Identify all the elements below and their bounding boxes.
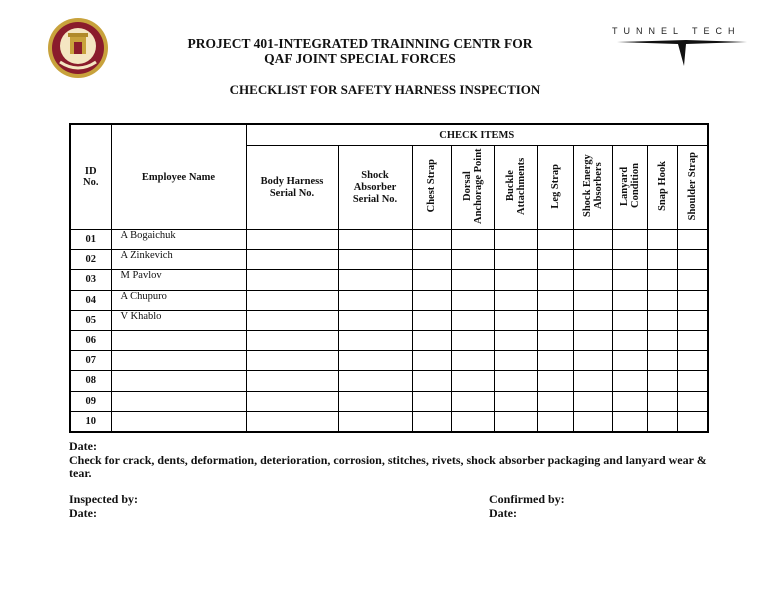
- row-employee-name: A Bogaichuk: [111, 230, 246, 250]
- check-cell[interactable]: [677, 351, 708, 371]
- inspection-table: [69, 123, 709, 433]
- qaf-emblem-logo: [46, 16, 110, 80]
- check-cell[interactable]: [494, 250, 537, 270]
- table-row: [70, 330, 708, 350]
- check-cell[interactable]: [537, 310, 573, 330]
- check-cell[interactable]: [451, 411, 494, 432]
- check-cell[interactable]: [338, 371, 412, 391]
- check-cell[interactable]: [338, 330, 412, 350]
- buckle-attachments-header: [494, 146, 537, 230]
- row-id: 04: [70, 290, 111, 310]
- check-cell[interactable]: [338, 250, 412, 270]
- title-line-2: QAF JOINT SPECIAL FORCES: [264, 51, 456, 66]
- row-employee-name: A Chupuro: [111, 290, 246, 310]
- check-cell[interactable]: [677, 411, 708, 432]
- check-cell[interactable]: [647, 351, 677, 371]
- tunnel-tech-logo: [612, 20, 752, 68]
- check-cell[interactable]: [573, 290, 612, 310]
- check-cell[interactable]: [573, 310, 612, 330]
- check-cell[interactable]: [677, 290, 708, 310]
- row-id: 06: [70, 330, 111, 350]
- table-row: [70, 270, 708, 290]
- check-cell[interactable]: [537, 351, 573, 371]
- shock-absorber-line3: Serial No.: [352, 193, 398, 205]
- id-header-line2: No.: [83, 177, 99, 188]
- row-employee-name: [111, 351, 246, 371]
- check-cell[interactable]: [451, 351, 494, 371]
- check-cell[interactable]: [451, 391, 494, 411]
- check-cell[interactable]: [338, 351, 412, 371]
- check-cell[interactable]: [647, 270, 677, 290]
- check-cell[interactable]: [537, 330, 573, 350]
- brand-swoosh-icon: [612, 32, 752, 68]
- check-cell[interactable]: [246, 290, 338, 310]
- check-cell[interactable]: [494, 351, 537, 371]
- check-cell[interactable]: [677, 250, 708, 270]
- leg-strap-header: [537, 146, 573, 230]
- check-cell[interactable]: [573, 411, 612, 432]
- check-cell[interactable]: [677, 230, 708, 250]
- check-cell[interactable]: [338, 310, 412, 330]
- check-cell[interactable]: [537, 270, 573, 290]
- row-id: 02: [70, 250, 111, 270]
- row-id: 05: [70, 310, 111, 330]
- row-employee-name: V Khablo: [111, 310, 246, 330]
- check-cell[interactable]: [573, 330, 612, 350]
- check-cell[interactable]: [246, 411, 338, 432]
- check-cell[interactable]: [412, 250, 451, 270]
- check-cell[interactable]: [412, 391, 451, 411]
- id-header: [70, 124, 111, 230]
- check-cell[interactable]: [412, 310, 451, 330]
- table-row: [70, 290, 708, 310]
- check-cell[interactable]: [537, 391, 573, 411]
- check-items-header: CHECK ITEMS: [246, 124, 708, 146]
- row-id: 09: [70, 391, 111, 411]
- check-cell[interactable]: [677, 310, 708, 330]
- shock-energy-label: Shock Energy Absorbers: [581, 154, 604, 218]
- check-cell[interactable]: [451, 270, 494, 290]
- employee-name-header: Employee Name: [111, 124, 246, 230]
- check-cell[interactable]: [573, 230, 612, 250]
- check-cell[interactable]: [494, 310, 537, 330]
- chest-strap-label: Chest Strap: [426, 159, 437, 213]
- row-employee-name: [111, 330, 246, 350]
- title-line-1: PROJECT 401-INTEGRATED TRAINNING CENTR FOR: [187, 36, 533, 51]
- check-cell[interactable]: [612, 371, 647, 391]
- row-id: 03: [70, 270, 111, 290]
- check-cell[interactable]: [612, 250, 647, 270]
- check-cell[interactable]: [494, 270, 537, 290]
- check-cell[interactable]: [537, 250, 573, 270]
- check-cell[interactable]: [573, 371, 612, 391]
- check-cell[interactable]: [647, 330, 677, 350]
- check-cell[interactable]: [647, 411, 677, 432]
- check-cell[interactable]: [412, 230, 451, 250]
- row-id: 10: [70, 411, 111, 432]
- confirmed-date-label: Date:: [489, 505, 517, 520]
- check-cell[interactable]: [412, 270, 451, 290]
- shoulder-strap-header: [677, 146, 708, 230]
- check-cell[interactable]: [451, 230, 494, 250]
- confirmed-by-block: [489, 493, 565, 520]
- confirmed-by-label: Confirmed by:: [489, 492, 565, 506]
- check-cell[interactable]: [494, 230, 537, 250]
- check-cell[interactable]: [494, 330, 537, 350]
- check-cell[interactable]: [612, 230, 647, 250]
- check-cell[interactable]: [612, 351, 647, 371]
- body-harness-header: [246, 146, 338, 230]
- check-cell[interactable]: [573, 250, 612, 270]
- checklist-subtitle: CHECKLIST FOR SAFETY HARNESS INSPECTION: [229, 82, 541, 97]
- document-title: [150, 36, 570, 66]
- check-cell[interactable]: [338, 230, 412, 250]
- inspection-notes: [69, 440, 709, 481]
- check-cell[interactable]: [612, 290, 647, 310]
- row-employee-name: [111, 411, 246, 432]
- check-cell[interactable]: [537, 411, 573, 432]
- table-row: [70, 411, 708, 432]
- inspected-by-label: Inspected by:: [69, 492, 139, 506]
- check-cell[interactable]: [647, 250, 677, 270]
- date-label: Date:: [69, 439, 97, 453]
- chest-strap-header: [412, 146, 451, 230]
- check-cell[interactable]: [412, 351, 451, 371]
- check-cell[interactable]: [677, 270, 708, 290]
- brand-name: TUNNEL TECH: [612, 26, 741, 36]
- check-cell[interactable]: [677, 371, 708, 391]
- table-row: [70, 351, 708, 371]
- check-cell[interactable]: [612, 270, 647, 290]
- check-cell[interactable]: [494, 290, 537, 310]
- snap-hook-label: Snap Hook: [656, 161, 668, 211]
- check-cell[interactable]: [677, 391, 708, 411]
- leg-strap-label: Leg Strap: [549, 163, 561, 209]
- check-cell[interactable]: [494, 391, 537, 411]
- body-harness-line1: Body Harness: [260, 175, 324, 187]
- shock-absorber-line2: Absorber: [353, 181, 397, 193]
- check-cell[interactable]: [647, 391, 677, 411]
- check-cell[interactable]: [612, 411, 647, 432]
- inspection-instruction: Check for crack, dents, deformation, deterioration, corrosion, stitches, rivets, shock absorber packaging and lanyard wear & tear.: [69, 452, 707, 480]
- check-cell[interactable]: [412, 290, 451, 310]
- check-cell[interactable]: [573, 270, 612, 290]
- lanyard-condition-label: Lanyard Condition: [618, 163, 641, 209]
- check-cell[interactable]: [647, 230, 677, 250]
- check-cell[interactable]: [451, 310, 494, 330]
- table-row: [70, 371, 708, 391]
- check-cell[interactable]: [246, 270, 338, 290]
- check-cell[interactable]: [338, 391, 412, 411]
- row-employee-name: [111, 371, 246, 391]
- check-cell[interactable]: [537, 290, 573, 310]
- table-row: [70, 310, 708, 330]
- id-header-line1: ID: [84, 166, 97, 177]
- body-harness-line2: Serial No.: [269, 187, 315, 199]
- check-cell[interactable]: [246, 391, 338, 411]
- row-employee-name: A Zinkevich: [111, 250, 246, 270]
- shock-absorber-header: [338, 146, 412, 230]
- check-cell[interactable]: [573, 351, 612, 371]
- check-cell[interactable]: [537, 371, 573, 391]
- row-id: 08: [70, 371, 111, 391]
- table-row: [70, 391, 708, 411]
- lanyard-condition-header: [612, 146, 647, 230]
- check-cell[interactable]: [451, 250, 494, 270]
- shock-absorber-line1: Shock: [361, 169, 389, 181]
- check-cell[interactable]: [451, 330, 494, 350]
- check-cell[interactable]: [246, 330, 338, 350]
- check-cell[interactable]: [338, 270, 412, 290]
- dorsal-anchorage-header: [451, 146, 494, 230]
- table-row: [70, 250, 708, 270]
- check-cell[interactable]: [647, 371, 677, 391]
- check-cell[interactable]: [494, 411, 537, 432]
- inspected-by-block: [69, 493, 138, 520]
- table-row: [70, 230, 708, 250]
- check-cell[interactable]: [246, 310, 338, 330]
- check-cell[interactable]: [494, 371, 537, 391]
- check-cell[interactable]: [451, 290, 494, 310]
- check-cell[interactable]: [338, 290, 412, 310]
- check-cell[interactable]: [537, 230, 573, 250]
- inspected-date-label: Date:: [69, 505, 97, 520]
- check-cell[interactable]: [573, 391, 612, 411]
- shock-energy-header: [573, 146, 612, 230]
- snap-hook-header: [647, 146, 677, 230]
- row-id: 01: [70, 230, 111, 250]
- check-cell[interactable]: [412, 411, 451, 432]
- row-id: 07: [70, 351, 111, 371]
- check-cell[interactable]: [246, 250, 338, 270]
- check-cell[interactable]: [246, 371, 338, 391]
- shoulder-strap-label: Shoulder Strap: [686, 151, 698, 221]
- check-cell[interactable]: [647, 310, 677, 330]
- check-cell[interactable]: [612, 330, 647, 350]
- check-cell[interactable]: [647, 290, 677, 310]
- check-cell[interactable]: [246, 230, 338, 250]
- row-employee-name: M Pavlov: [111, 270, 246, 290]
- buckle-attachments-label: Buckle Attachments: [504, 157, 527, 215]
- check-cell[interactable]: [451, 371, 494, 391]
- check-cell[interactable]: [338, 411, 412, 432]
- check-cell[interactable]: [246, 351, 338, 371]
- check-cell[interactable]: [612, 310, 647, 330]
- check-cell[interactable]: [412, 330, 451, 350]
- check-cell[interactable]: [612, 391, 647, 411]
- check-cell[interactable]: [412, 371, 451, 391]
- dorsal-anchorage-label: Dorsal Anchorage Point: [461, 148, 484, 224]
- row-employee-name: [111, 391, 246, 411]
- check-cell[interactable]: [677, 330, 708, 350]
